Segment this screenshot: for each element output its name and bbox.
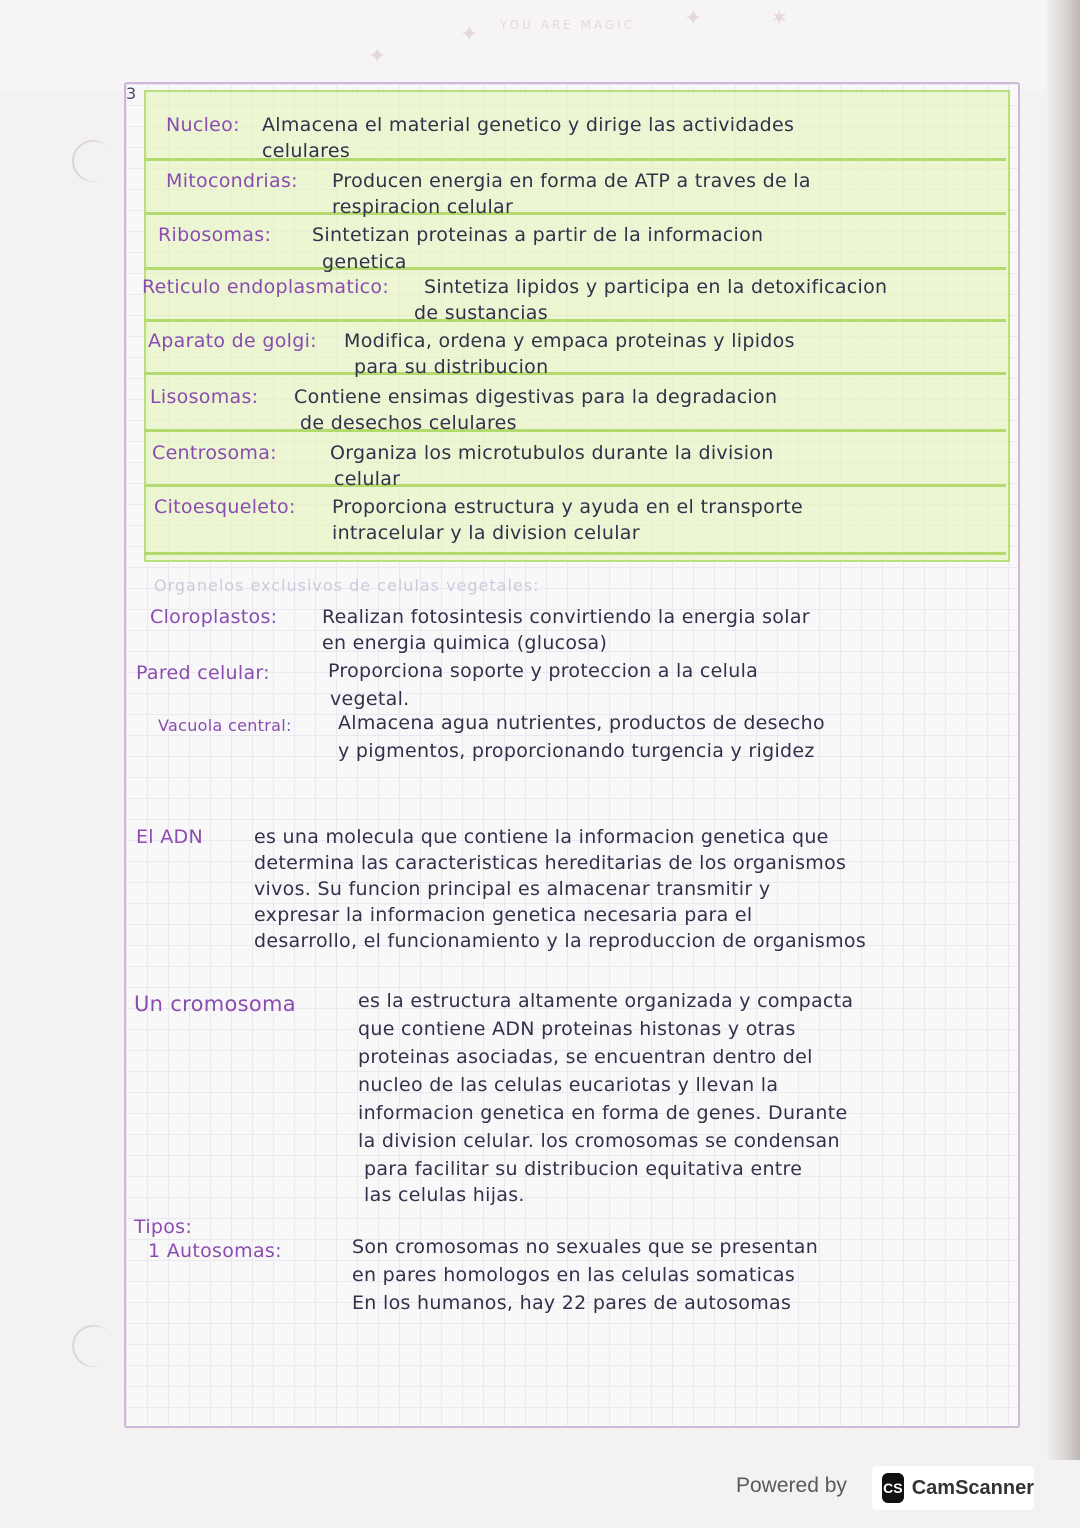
adn-line: es una molecula que contiene la informacion genetica que xyxy=(254,826,829,848)
definition-line: celular xyxy=(334,468,401,490)
adn-line: desarrollo, el funcionamiento y la reproduccion de organismos xyxy=(254,930,867,952)
divider xyxy=(144,319,1006,322)
camscanner-name: CamScanner xyxy=(911,1476,1034,1499)
definition-line: celulares xyxy=(262,140,351,162)
term-mitocondrias: Mitocondrias: xyxy=(166,170,298,192)
divider xyxy=(144,212,1006,215)
definition-line: respiracion celular xyxy=(332,196,514,218)
definition-line: en energia quimica (glucosa) xyxy=(322,632,608,654)
term-citoesqueleto: Citoesqueleto: xyxy=(154,496,296,518)
tipos-line: Son cromosomas no sexuales que se presentan xyxy=(352,1236,819,1258)
powered-by-text: Powered by xyxy=(736,1474,847,1497)
definition-line: para su distribucion xyxy=(354,356,549,378)
definition-line: de desechos celulares xyxy=(300,412,517,434)
definition-line: Sintetizan proteinas a partir de la informacion xyxy=(312,224,764,246)
definition-line: Almacena agua nutrientes, productos de desecho xyxy=(338,712,825,734)
definition-line: y pigmentos, proporcionando turgencia y rigidez xyxy=(338,740,815,762)
cromosoma-line: que contiene ADN proteinas histonas y otras xyxy=(358,1018,796,1040)
camscanner-badge xyxy=(872,1466,1034,1510)
divider xyxy=(144,267,1006,270)
definition-line: Proporciona soporte y proteccion a la celula xyxy=(328,660,759,682)
binder-hole-icon xyxy=(64,132,121,189)
definition-line: Producen energia en forma de ATP a traves de la xyxy=(332,170,811,192)
adn-line: vivos. Su funcion principal es almacenar transmitir y xyxy=(254,878,771,900)
definition-line: Sintetiza lipidos y participa en la detoxificacion xyxy=(424,276,888,298)
adn-line: expresar la informacion genetica necesaria para el xyxy=(254,904,753,926)
binder-hole-icon xyxy=(64,1317,121,1374)
term-vacuola-central: Vacuola central: xyxy=(158,716,292,735)
divider xyxy=(144,484,1006,487)
star-icon: ✦ xyxy=(368,44,387,69)
cromosoma-line: es la estructura altamente organizada y compacta xyxy=(358,990,854,1012)
term-reticulo-endoplasmatico: Reticulo endoplasmatico: xyxy=(142,276,390,298)
definition-line: Contiene ensimas digestivas para la degradacion xyxy=(294,386,778,408)
adn-line: determina las caracteristicas hereditarias de los organismos xyxy=(254,852,847,874)
term-centrosoma: Centrosoma: xyxy=(152,442,277,464)
definition-line: Modifica, ordena y empaca proteinas y lipidos xyxy=(344,330,795,352)
definition-line: Organiza los microtubulos durante la division xyxy=(330,442,774,464)
cromosoma-line: informacion genetica en forma de genes. Durante xyxy=(358,1102,848,1124)
cromosoma-line: las celulas hijas. xyxy=(364,1184,525,1206)
term-pared-celular: Pared celular: xyxy=(136,662,270,684)
term-autosomas: 1 Autosomas: xyxy=(148,1240,282,1262)
star-icon: ✦ xyxy=(684,6,703,31)
definition-line: Almacena el material genetico y dirige las actividades xyxy=(262,114,795,136)
watermark-text: YOU ARE MAGIC xyxy=(500,18,636,32)
term-cromosoma: Un cromosoma xyxy=(134,992,296,1016)
camscanner-logo-icon: CS xyxy=(882,1473,904,1503)
tipos-line: en pares homologos en las celulas somaticas xyxy=(352,1264,796,1286)
definition-line: vegetal. xyxy=(330,688,410,710)
star-icon: ✦ xyxy=(460,22,479,47)
term-aparato-de-golgi: Aparato de golgi: xyxy=(148,330,317,352)
cromosoma-line: la division celular. los cromosomas se condensan xyxy=(358,1130,840,1152)
term-nucleo: Nucleo: xyxy=(166,114,240,136)
cromosoma-line: para facilitar su distribucion equitativa entre xyxy=(364,1158,803,1180)
definition-line: intracelular y la division celular xyxy=(332,522,640,544)
term-adn: El ADN xyxy=(136,826,203,848)
term-lisosomas: Lisosomas: xyxy=(150,386,259,408)
definition-line: Realizan fotosintesis convirtiendo la energia solar xyxy=(322,606,810,628)
page-edge-shadow xyxy=(1046,0,1080,1460)
faded-section-heading: Organelos exclusivos de celulas vegetales: xyxy=(154,576,540,595)
cromosoma-line: nucleo de las celulas eucariotas y llevan la xyxy=(358,1074,779,1096)
tipos-line: En los humanos, hay 22 pares de autosomas xyxy=(352,1292,792,1314)
tipos-heading: Tipos: xyxy=(134,1216,193,1238)
term-cloroplastos: Cloroplastos: xyxy=(150,606,278,628)
page-top-margin xyxy=(0,0,1060,90)
term-ribosomas: Ribosomas: xyxy=(158,224,272,246)
star-icon: ✶ xyxy=(770,6,789,31)
divider xyxy=(144,552,1006,555)
definition-line: de sustancias xyxy=(414,302,548,324)
divider xyxy=(144,372,1006,375)
cromosoma-line: proteinas asociadas, se encuentran dentro del xyxy=(358,1046,813,1068)
divider xyxy=(144,429,1006,432)
definition-line: Proporciona estructura y ayuda en el transporte xyxy=(332,496,803,518)
page-number: 3 xyxy=(126,84,137,103)
definition-line: genetica xyxy=(322,251,407,273)
